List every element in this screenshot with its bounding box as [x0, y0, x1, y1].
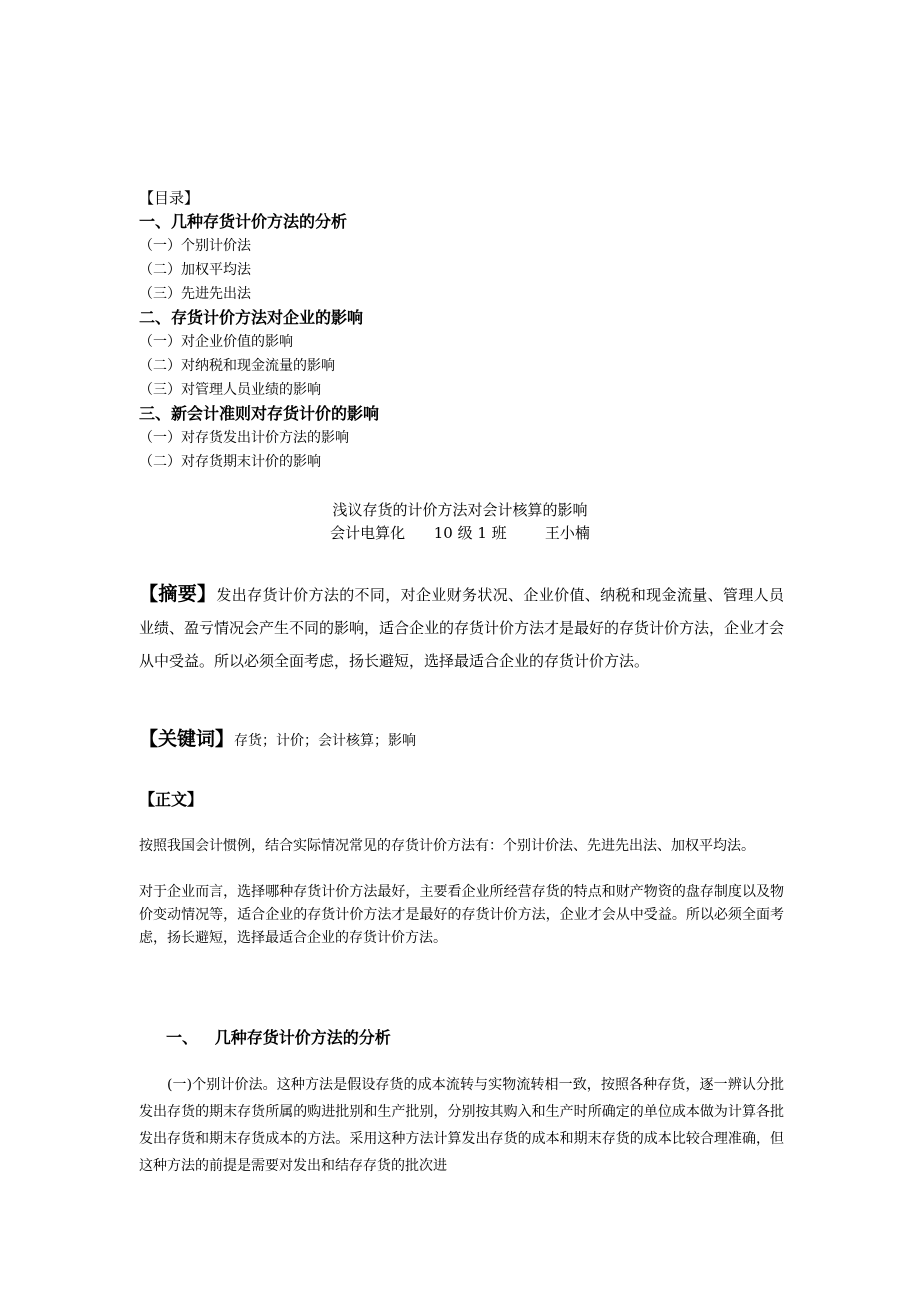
author-class: 10 级 1 班: [433, 524, 507, 542]
author-name: 王小楠: [544, 524, 590, 542]
toc-item: （一）对存货发出计价方法的影响: [139, 430, 349, 446]
paper-title: 浅议存货的计价方法对会计核算的影响: [332, 501, 588, 519]
keywords-line: [139, 724, 784, 756]
body-paragraph: 按照我国会计惯例，结合实际情况常见的存货计价方法有：个别计价法、先进先出法、加权平均法。: [139, 838, 755, 854]
toc-item: （一）个别计价法: [139, 238, 251, 254]
toc-item: （二）对纳税和现金流量的影响: [139, 358, 335, 374]
section-number: 一、: [166, 1028, 199, 1047]
body-paragraph: (一)个别计价法。这种方法是假设存货的成本流转与实物流转相一致，按照各种存货，逐一辨认分批发出存货的期末存货所属的购进批别和生产批别，分别按其购入和生产时所确定的单位成本做为计算各批发出存货和期末存货成本的方法。采用这种方法计算发出存货的成本和期末存货的成本比较合理准确，但这种方法的前提是需要对发出和结存存货的批次进: [139, 1077, 784, 1174]
toc-item: （二）对存货期末计价的影响: [139, 454, 321, 470]
table-of-contents: [139, 186, 799, 474]
body-label: 【正文】: [139, 790, 204, 809]
abstract-text: 发出存货计价方法的不同，对企业财务状况、企业价值、纳税和现金流量、管理人员业绩、盈亏情况会产生不同的影响，适合企业的存货计价方法才是最好的存货计价方法，企业才会从中受益。所以必须全面考虑，扬长避短，选择最适合企业的存货计价方法。: [139, 586, 785, 670]
abstract-label: 【摘要】: [139, 583, 217, 605]
toc-item: （三）对管理人员业绩的影响: [139, 382, 321, 398]
keywords-text: 存货；计价；会计核算；影响: [234, 733, 417, 749]
section-heading: [166, 1026, 391, 1050]
toc-item: 一、几种存货计价方法的分析: [139, 212, 348, 231]
paper-byline: [0, 522, 920, 544]
abstract-paragraph: [139, 578, 784, 678]
toc-item: 三、新会计准则对存货计价的影响: [139, 404, 380, 423]
keywords-label: 【关键词】: [139, 728, 235, 750]
toc-item: （三）先进先出法: [139, 286, 251, 302]
body-paragraph: 对于企业而言，选择哪种存货计价方法最好，主要看企业所经营存货的特点和财产物资的盘存制度以及物价变动情况等，适合企业的存货计价方法才是最好的存货计价方法，企业才会从中受益。所以必须全面考虑，扬长避短，选择最适合企业的存货计价方法。: [139, 884, 784, 946]
toc-heading: 【目录】: [139, 189, 200, 207]
section-title: 几种存货计价方法的分析: [214, 1028, 391, 1047]
toc-item: （一）对企业价值的影响: [139, 334, 293, 350]
toc-item: 二、存货计价方法对企业的影响: [139, 308, 364, 327]
author-major: 会计电算化: [330, 524, 406, 542]
toc-item: （二）加权平均法: [139, 262, 251, 278]
